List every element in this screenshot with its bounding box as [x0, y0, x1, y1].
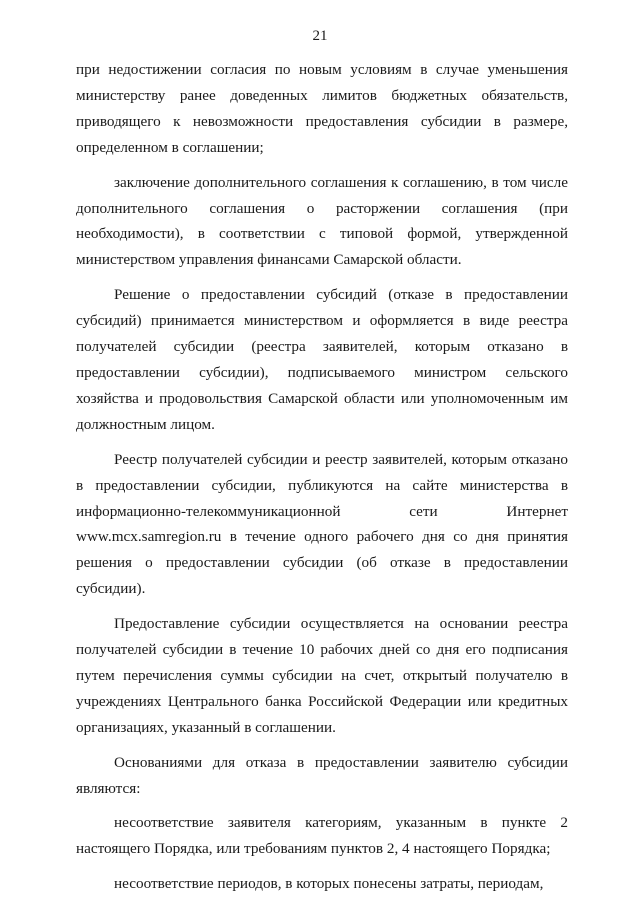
paragraph: несоответствие заявителя категориям, указанным в пункте 2 настоящего Порядка, или требованиям пунктов 2, 4 настоящего Порядка;	[76, 814, 568, 858]
paragraph: Основаниями для отказа в предоставлении заявителю субсидии являются:	[76, 753, 568, 797]
paragraph: заключение дополнительного соглашения к соглашению, в том числе дополнительного соглашения о расторжении соглашения (при необходимости), в соответствии с типовой формой, утвержденной министерством управления финансами Самарской области.	[76, 173, 568, 269]
document-body	[76, 57, 568, 897]
paragraph: при недостижении согласия по новым условиям в случае уменьшения министерству ранее доведенных лимитов бюджетных обязательств, приводящего к невозможности предоставления субсидии в размере, определенном в соглашении;	[76, 61, 568, 156]
paragraph: Предоставление субсидии осуществляется на основании реестра получателей субсидии в течение 10 рабочих дней со дня его подписания путем перечисления суммы субсидии на счет, открытый получателю в учреждениях Центрального банка Российской Федерации или кредитных организациях, указанный в соглашении.	[76, 615, 568, 736]
page-number: 21	[312, 28, 328, 44]
paragraph: Реестр получателей субсидии и реестр заявителей, которым отказано в предоставлении субсидии, публикуются на сайте министерства в информационно-телекоммуникационной сети Интернет www.mcx.samregion.ru в течение одного рабочего дня со дня принятия решения о предоставлении субсидии (об отказе в предоставлении субсидии).	[76, 450, 568, 598]
paragraph: несоответствие периодов, в которых понесены затраты, периодам,	[114, 875, 544, 893]
paragraph: Решение о предоставлении субсидий (отказе в предоставлении субсидий) принимается министерством и оформляется в виде реестра получателей субсидии (реестра заявителей, которым отказано в предоставлении субсидии), подписываемого министром сельского хозяйства и продовольствия Самарской области или уполномоченным им должностным лицом.	[76, 286, 568, 433]
